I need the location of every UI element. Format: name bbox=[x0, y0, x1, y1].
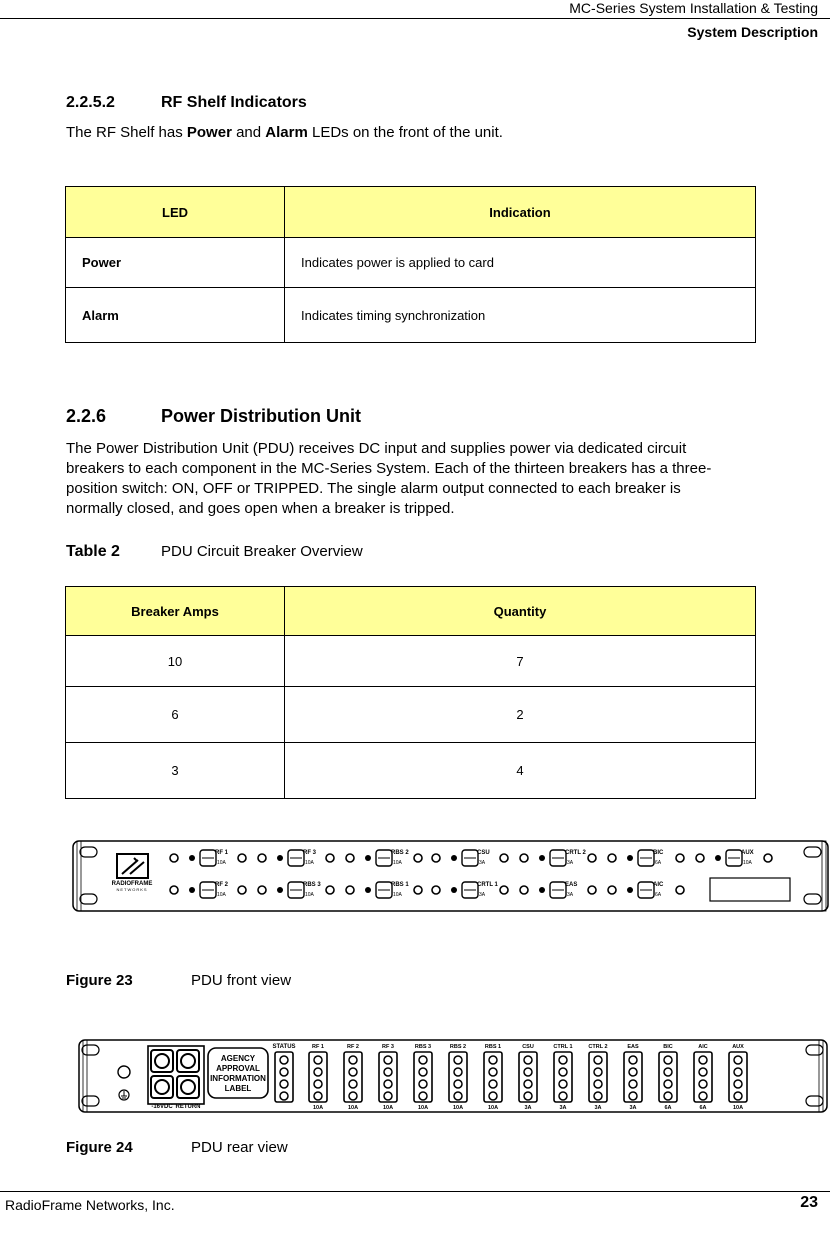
breaker-label: AIC bbox=[653, 882, 664, 888]
table-cell: 6 bbox=[66, 687, 285, 743]
section-pdu-heading bbox=[66, 406, 361, 427]
table-cell: Indicates power is applied to card bbox=[285, 238, 756, 288]
connector-rating: 10A bbox=[382, 1105, 394, 1111]
connector-rating: 10A bbox=[452, 1105, 464, 1111]
connector-label: CTRL 1 bbox=[553, 1044, 573, 1050]
status-label: STATUS bbox=[272, 1044, 296, 1050]
figure-number: Figure 23 bbox=[66, 972, 133, 989]
indicator-led bbox=[451, 855, 457, 861]
table-cell: Indicates timing synchronization bbox=[285, 288, 756, 343]
section-rf-text: The RF Shelf has Power and Alarm LEDs on the front of the unit. bbox=[66, 124, 503, 141]
table-header-row bbox=[66, 187, 756, 238]
connector-label: RF 2 bbox=[347, 1044, 359, 1050]
breaker-label: RBS 1 bbox=[391, 882, 409, 888]
section-number: 2.2.5.2 bbox=[66, 94, 115, 111]
connector-rating: 10A bbox=[487, 1105, 499, 1111]
breaker-label: CRTL 1 bbox=[477, 882, 498, 888]
breaker-rating: 10A bbox=[305, 860, 314, 866]
power-word: Power bbox=[186, 124, 232, 141]
svg-text:LABEL: LABEL bbox=[224, 1084, 252, 1093]
connector-label: RBS 2 bbox=[449, 1044, 467, 1050]
breaker-label: BIC bbox=[653, 850, 664, 856]
table-cell: 7 bbox=[285, 636, 756, 687]
connector-label: CTRL 2 bbox=[588, 1044, 608, 1050]
indicator-led bbox=[277, 887, 283, 893]
figure-number: Figure 24 bbox=[66, 1139, 133, 1156]
connector-rating: 10A bbox=[312, 1105, 324, 1111]
breaker-rating: 3A bbox=[567, 892, 574, 898]
table-header-cell: Indication bbox=[285, 187, 756, 238]
breaker-rating: 3A bbox=[479, 860, 486, 866]
indicator-led bbox=[365, 855, 371, 861]
svg-text:RADIOFRAME: RADIOFRAME bbox=[111, 881, 153, 887]
table-header-row bbox=[66, 587, 756, 636]
table-row bbox=[66, 743, 756, 799]
connector-rating: 10A bbox=[347, 1105, 359, 1111]
table-cell: 10 bbox=[66, 636, 285, 687]
breaker-label: CRTL 2 bbox=[565, 850, 586, 856]
section-title: RF Shelf Indicators bbox=[161, 94, 307, 111]
indicator-led bbox=[277, 855, 283, 861]
connector-label: RF 1 bbox=[312, 1044, 324, 1050]
indicator-led bbox=[539, 887, 545, 893]
indicator-led bbox=[627, 887, 633, 893]
breaker-rating: 6A bbox=[655, 892, 662, 898]
indicator-led bbox=[539, 855, 545, 861]
table-number: Table 2 bbox=[66, 543, 120, 560]
table2-label bbox=[66, 543, 363, 561]
indicator-led bbox=[627, 855, 633, 861]
breaker-rating: 10A bbox=[743, 860, 752, 866]
alarm-word: Alarm bbox=[265, 124, 308, 141]
table-row bbox=[66, 288, 756, 343]
connector-rating: 10A bbox=[732, 1105, 744, 1111]
breaker-table bbox=[65, 586, 756, 799]
table-row bbox=[66, 238, 756, 288]
indicator-led bbox=[451, 887, 457, 893]
connector-label: BIC bbox=[663, 1044, 673, 1050]
connector-rating: 3A bbox=[524, 1105, 532, 1111]
breaker-label: AUX bbox=[741, 850, 754, 856]
connector-label: RBS 1 bbox=[484, 1044, 502, 1050]
section-rf-heading bbox=[66, 94, 307, 112]
breaker-rating: 10A bbox=[305, 892, 314, 898]
connector-rating: 3A bbox=[629, 1105, 637, 1111]
section-pdu-text: The Power Distribution Unit (PDU) receives DC input and supplies power via dedicated circuit breakers to each component in the MC-Series System. Each of the thirteen breakers has a three- position switch: ON, OFF or TRIPPED. The single alarm output connected to each breaker is normally closed, and goes open when a breaker is tripped. bbox=[66, 440, 712, 517]
table-cell: Power bbox=[66, 238, 285, 288]
breaker-label: RF 3 bbox=[303, 850, 317, 856]
indicator-led bbox=[715, 855, 721, 861]
connector-label: AUX bbox=[732, 1044, 744, 1050]
figure24-caption bbox=[66, 1139, 288, 1156]
breaker-rating: 10A bbox=[217, 860, 226, 866]
breaker-rating: 3A bbox=[567, 860, 574, 866]
breaker-label: EAS bbox=[565, 882, 578, 888]
breaker-rating: 10A bbox=[217, 892, 226, 898]
connector-label: RF 3 bbox=[382, 1044, 394, 1050]
table-cell: 2 bbox=[285, 687, 756, 743]
connector-label: AIC bbox=[698, 1044, 708, 1050]
table-cell: Alarm bbox=[66, 288, 285, 343]
table-header-cell: LED bbox=[66, 187, 285, 238]
pdu-rear-view bbox=[78, 1038, 830, 1114]
breaker-rating: 10A bbox=[393, 892, 402, 898]
table-row bbox=[66, 687, 756, 743]
header-rule bbox=[0, 18, 830, 19]
connector-rating: 3A bbox=[594, 1105, 602, 1111]
svg-text:APPROVAL: APPROVAL bbox=[216, 1064, 260, 1073]
header-subtitle: System Description bbox=[687, 24, 818, 40]
header-title: MC-Series System Installation & Testing bbox=[569, 0, 818, 16]
table-header-cell: Quantity bbox=[285, 587, 756, 636]
table-header-cell: Breaker Amps bbox=[66, 587, 285, 636]
figure-caption: PDU front view bbox=[191, 972, 292, 989]
connector-label: RBS 3 bbox=[414, 1044, 432, 1050]
breaker-rating: 6A bbox=[655, 860, 662, 866]
breaker-rating: 10A bbox=[393, 860, 402, 866]
svg-text:NETWORKS: NETWORKS bbox=[116, 887, 148, 892]
breaker-label: RBS 2 bbox=[391, 850, 409, 856]
svg-text:AGENCY: AGENCY bbox=[220, 1054, 256, 1063]
table-cell: 3 bbox=[66, 743, 285, 799]
section-number: 2.2.6 bbox=[66, 406, 107, 426]
table-row bbox=[66, 636, 756, 687]
table-caption: PDU Circuit Breaker Overview bbox=[161, 543, 363, 560]
connector-rating: 6A bbox=[699, 1105, 707, 1111]
svg-text:INFORMATION: INFORMATION bbox=[210, 1074, 266, 1083]
breaker-label: CSU bbox=[477, 850, 490, 856]
figure23-caption bbox=[66, 972, 291, 989]
page-number: 23 bbox=[800, 1194, 818, 1211]
connector-rating: 10A bbox=[417, 1105, 429, 1111]
breaker-rating: 3A bbox=[479, 892, 486, 898]
connector-rating: 6A bbox=[664, 1105, 672, 1111]
section-title: Power Distribution Unit bbox=[161, 406, 361, 426]
connector-label: CSU bbox=[522, 1044, 534, 1050]
footer-company: RadioFrame Networks, Inc. bbox=[5, 1197, 175, 1213]
led-table bbox=[65, 186, 756, 343]
indicator-led bbox=[365, 887, 371, 893]
figure-caption: PDU rear view bbox=[191, 1139, 288, 1156]
connector-rating: 3A bbox=[559, 1105, 567, 1111]
footer-rule bbox=[0, 1191, 830, 1192]
breaker-label: RF 2 bbox=[215, 882, 229, 888]
indicator-led bbox=[189, 887, 195, 893]
connector-label: EAS bbox=[627, 1044, 639, 1050]
table-cell: 4 bbox=[285, 743, 756, 799]
svg-text:-16VDC: -16VDC bbox=[151, 1104, 173, 1110]
svg-text:RETURN: RETURN bbox=[175, 1104, 201, 1110]
indicator-led bbox=[189, 855, 195, 861]
breaker-label: RF 1 bbox=[215, 850, 229, 856]
breaker-label: RBS 3 bbox=[303, 882, 321, 888]
pdu-front-view bbox=[72, 838, 830, 914]
